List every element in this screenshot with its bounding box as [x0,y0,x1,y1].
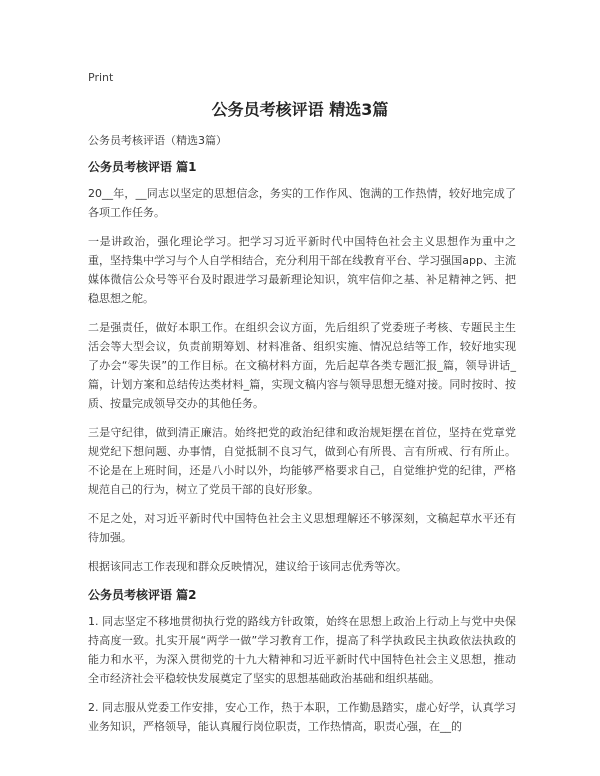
paragraph: 根据该同志工作表现和群众反映情况，建议给于该同志优秀等次。 [88,560,407,573]
section-2 [88,586,516,736]
paragraph: 不足之处，对习近平新时代中国特色社会主义思想理解还不够深刻，文稿起草水平还有待加强。 [88,512,516,544]
paragraph: 2. 同志服从党委工作安排，安心工作，热于本职，工作勤恳踏实，虚心好学，认真学习业务知识，严格领导，能认真履行岗位职责，工作热情高，职责心强，在__的 [88,701,516,733]
paragraph: 20__年，__同志以坚定的思想信念，务实的工作作风、饱满的工作热情，较好地完成了各项工作任务。 [88,187,516,219]
document-body [88,131,516,746]
section-heading: 公务员考核评语 篇2 [88,588,197,602]
paragraph: 三是守纪律，做到清正廉洁。始终把党的政治纪律和政治规矩摆在首位，坚持在党章党规党纪下想问题、办事情，自觉抵制不良习气，做到心有所畏、言有所戒、行有所止。不论是在上班时间，还是八小时以外，均能够严格要求自己，自觉维护党的纪律，严格规范自己的行为，树立了党员干部的良好形象。 [88,426,516,496]
paragraph: 1. 同志坚定不移地贯彻执行党的路线方针政策，始终在思想上政治上行动上与党中央保持高度一致。扎实开展“两学一做”学习教育工作，提高了科学执政民主执政依法执政的能力和水平，为深入贯彻党的十九大精神和习近平新时代中国特色社会主义思想，推动全市经济社会平稳较快发展奠定了坚实的思想基础政治基础和组织基础。 [88,615,516,685]
print-label: Print [88,71,114,84]
section-heading: 公务员考核评语 篇1 [88,160,197,174]
section-1 [88,158,516,576]
paragraph: 二是强责任，做好本职工作。在组织会议方面，先后组织了党委班子考核、专题民主生活会等大型会议，负责前期筹划、材料准备、组织实施、情况总结等工作，较好地实现了办会“零失误”的工作目标。在文稿材料方面，先后起草各类专题汇报_篇，领导讲话_篇，计划方案和总结传达类材料_篇，实现文稿内容与领导思想无缝对接。同时按时、按质、按量完成领导交办的其他任务。 [88,321,516,410]
document-subtitle: 公务员考核评语（精选3篇） [88,134,227,147]
document-title: 公务员考核评语 精选3篇 [211,100,389,119]
paragraph: 一是讲政治，强化理论学习。把学习习近平新时代中国特色社会主义思想作为重中之重，坚持集中学习与个人自学相结合，充分利用干部在线教育平台、学习强国app、主流媒体微信公众号等平台及时跟进学习最新理论知识，筑牢信仰之基、补足精神之钙、把稳思想之舵。 [88,235,516,305]
